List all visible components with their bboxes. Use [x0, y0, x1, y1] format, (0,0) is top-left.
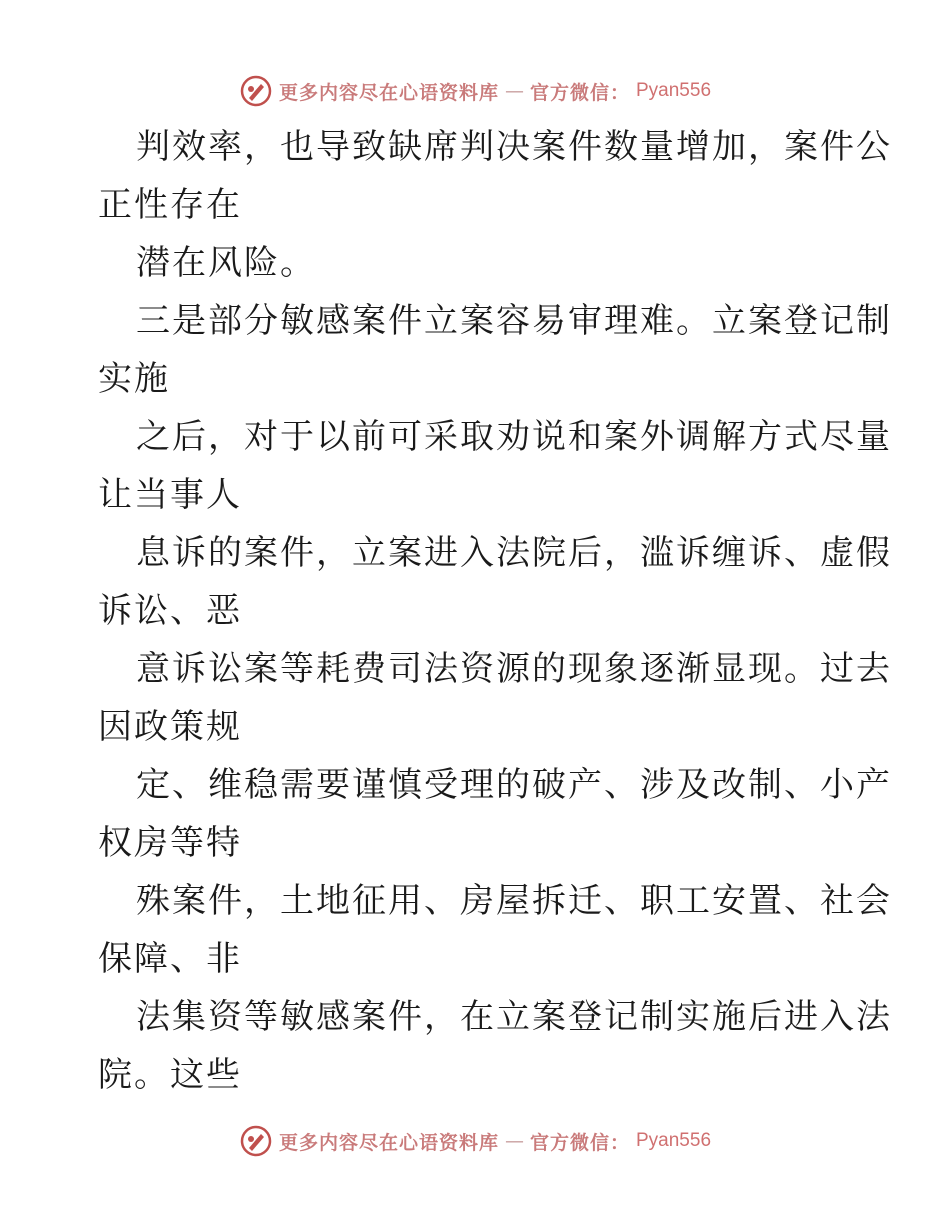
paragraph-line: 殊案件，土地征用、房屋拆迁、职工安置、社会 [136, 881, 892, 921]
watermark-official-label: 官方微信： [529, 81, 630, 104]
paragraph-line: 定、维稳需要谨慎受理的破产、涉及改制、小产 [136, 765, 892, 805]
paragraph-line: 权房等特 [98, 823, 242, 863]
watermark-separator: — [504, 80, 524, 102]
paragraph-line: 息诉的案件，立案进入法院后，滥诉缠诉、虚假 [136, 533, 892, 573]
footer-watermark [0, 1124, 950, 1158]
header-watermark [0, 74, 950, 108]
watermark-separator: — [504, 1130, 524, 1152]
paragraph-line: 诉讼、恶 [98, 591, 242, 631]
paragraph-line: 让当事人 [98, 475, 242, 515]
paragraph-line: 潜在风险。 [136, 243, 316, 283]
paragraph-line: 三是部分敏感案件立案容易审理难。立案登记制 [136, 301, 892, 341]
watermark-wechat-id: Pyan556 [636, 80, 712, 101]
paragraph-line: 院。这些 [98, 1055, 242, 1095]
watermark-official-label: 官方微信： [529, 1131, 630, 1154]
watermark-brand: 更多内容尽在心语资料库 [278, 1131, 499, 1154]
watermark-brand: 更多内容尽在心语资料库 [278, 81, 499, 104]
document-body [98, 118, 892, 1104]
watermark-wechat-id: Pyan556 [636, 1130, 712, 1151]
paragraph-line: 因政策规 [98, 707, 242, 747]
paragraph-line: 判效率，也导致缺席判决案件数量增加，案件公 [136, 127, 892, 167]
paragraph-line: 正性存在 [98, 185, 242, 225]
paragraph-line: 法集资等敏感案件，在立案登记制实施后进入法 [136, 997, 892, 1037]
paragraph-line: 实施 [98, 359, 170, 399]
paragraph-line: 意诉讼案等耗费司法资源的现象逐渐显现。过去 [136, 649, 892, 689]
paragraph-line: 保障、非 [98, 939, 242, 979]
pen-circle-logo-icon [239, 74, 273, 108]
paragraph-line: 之后，对于以前可采取劝说和案外调解方式尽量 [136, 417, 892, 457]
pen-circle-logo-icon [239, 1124, 273, 1158]
